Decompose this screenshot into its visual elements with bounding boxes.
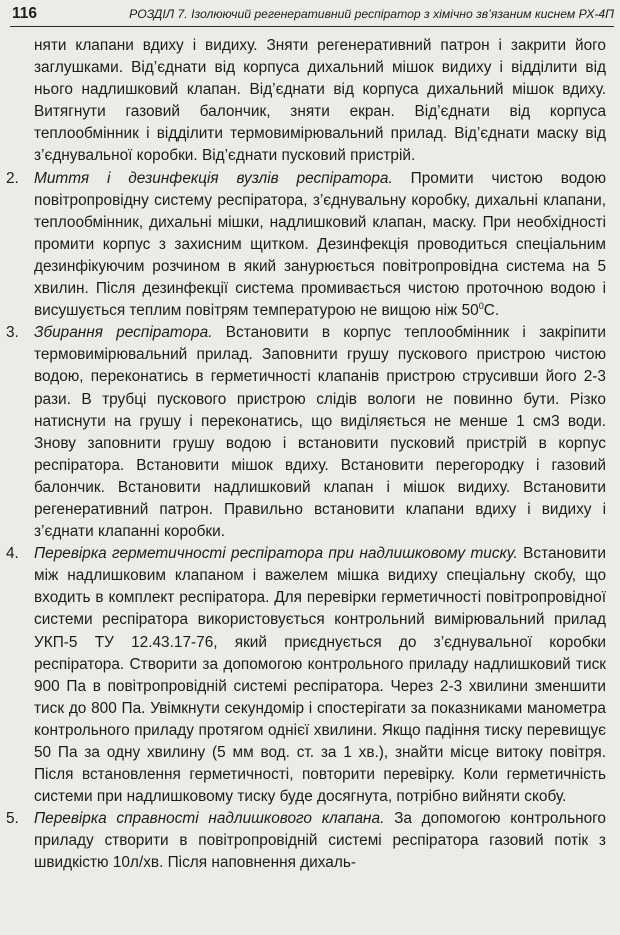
intro-paragraph: няти клапани вдиху і видиху. Зняти регенеративний патрон і закрити його заглушками. Від’єднати від корпуса дихальний мішок видиху і відділити від нього надлишковий клапан. Від’єднати від корпуса дихальний мішок вдиху. Витягнути газовий балончик, зняти екран. Від’єднати від корпуса теплообмінник і відділити термовимірювальний прилад. Від’єднати маску від з’єднувальної коробки. Від’єднати пусковий пристрій.	[34, 37, 606, 165]
list-item-3	[6, 322, 606, 543]
item-number: 2.	[6, 169, 19, 187]
item-title: Перевірка справності надлишкового клапана.	[34, 810, 385, 828]
list-item-4	[6, 543, 606, 808]
page-body	[6, 35, 606, 875]
item-number: 5.	[6, 810, 19, 828]
running-title: РОЗДІЛ 7. Ізолюючий регенеративний респіратор з хімічно зв’язаним киснем РХ-4П	[129, 7, 614, 21]
item-title: Перевірка герметичності респіратора при надлишковому тиску.	[34, 545, 518, 563]
item-number: 4.	[6, 545, 19, 563]
page-header	[10, 4, 614, 27]
item-number: 3.	[6, 324, 19, 342]
list-item-2	[6, 168, 606, 323]
list-item-5	[6, 808, 606, 874]
page-number: 116	[12, 5, 38, 22]
degree-superscript: 0	[478, 301, 484, 311]
item-text: За допомогою контрольного приладу створити в повітропровідній системі респіратора газовий потік з швидкістю 10л/хв. Після наповнення дихаль-	[34, 810, 606, 872]
item-title: Збирання респіратора.	[34, 324, 213, 342]
item-text: Промити чистою водою повітропровідну систему респіратора, з’єднувальну коробку, дихальні клапани, теплообмінник, дихальні мішки, надлишковий клапан, маску. При необхідності промити корпус з захисним щитком. Дезинфекція проводиться спеціальним дезинфікуючим розчином в який занурюється повітропровідна система на 5 хвилин. Після дезинфекції система промивається чистою проточною водою і висушується теплим повітрям температурою не вищою ніж 50	[34, 169, 606, 320]
item-text-tail: С.	[483, 302, 500, 320]
item-title: Миття і дезинфекція вузлів респіратора.	[34, 169, 393, 187]
item-text: Встановити в корпус теплообмінник і закріпити термовимірювальний прилад. Заповнити грушу пускового пристрою чистою водою, переконатись в герметичності клапанів пристрою струсивши його 2-3 рази. В трубці пускового пристрою слідів вологи не повинно бути. Різко натиснути на грушу і переконатись, що виділяється не менше 1 см3 води. Знову заповнити грушу водою і встановити пусковий пристрій в корпус респіратора. Встановити мішок вдиху. Встановити перегородку і газовий балончик. Встановити надлишковий клапан і мішок видиху. Встановити регенеративний патрон. Правильно встановити клапани вдиху і видиху і з’єднати клапанні коробки.	[34, 324, 606, 541]
item-text: Встановити між надлишковим клапаном і важелем мішка видиху спеціальну скобу, що входить в комплект респіратора. Для перевірки герметичності повітропровідної системи респіратора використовується контрольний вимірювальний прилад УКП-5 ТУ 12.43.17-76, який приєднується до з’єднувальної коробки респіратора. Створити за допомогою контрольного приладу надлишковий тиск 900 Па в повітропровідній системі респіратора. Через 2-3 хвилини зменшити тиск до 800 Па. Увімкнути секундомір і спостерігати за показниками манометра контрольного приладу протягом однієї хвилини. Якщо падіння тиску перевищує 50 Па за одну хвилину (5 мм вод. ст. за 1 хв.), знайти місце витоку повітря. Після встановлення герметичності, повторити перевірку. Коли герметичність системи при надлишковому тиску буде досягнута, потрібно вийняти скобу.	[34, 545, 606, 806]
